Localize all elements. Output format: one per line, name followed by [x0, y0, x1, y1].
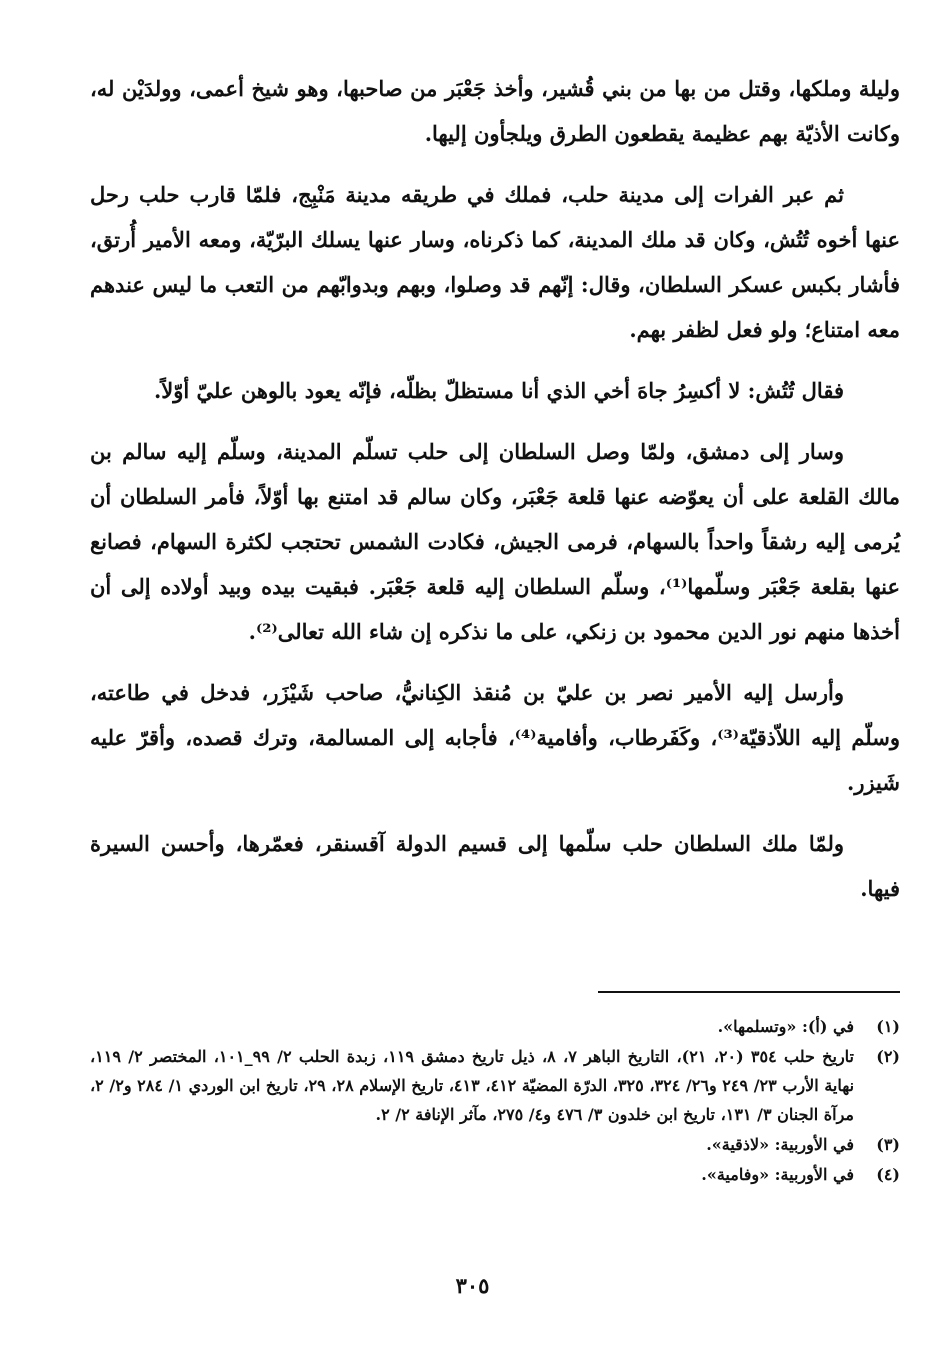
paragraph-5 — [90, 670, 900, 805]
paragraph-1 — [90, 66, 900, 156]
footnote-text: تاريخ حلب ٣٥٤ (٢٠، ٢١)، التاريخ الباهر ٧، ٨، ذيل تاريخ دمشق ١١٩، زبدة الحلب ٢/ ٩٩_١٠١، المختصر ٢/ ١١٩، نهاية الأرب ٢٣/ ٢٤٩ و٢٦/ ٣٢٤، ٣٢٥، الدرّة المضيّة ٤١٢، ٤١٣، تاريخ الإسلام ٢٨، ٢٩، تاريخ ابن الوردي ١/ ٢٨٤ و٢/ ٢، مرآة الجنان ٣/ ١٣١، تاريخ ابن خلدون ٣/ ٤٧٦ و٤/ ٢٧٥، مآثر الإنافة ٢/ ٢. — [90, 1047, 855, 1124]
footnote-number: (٤) — [876, 1165, 900, 1184]
paragraph-2 — [90, 172, 900, 352]
footnote-text: في الأوربية: «وفامية». — [701, 1165, 854, 1184]
paragraph-text: ثم عبر الفرات إلى مدينة حلب، فملك في طريقه مدينة مَنْبِج، فلمّا قارب حلب رحل عنها أخوه تُتُش، وكان قد ملك المدينة، كما ذكرناه، وسار عنها يسلك البرّيّة، ومعه الأمير أُرتق، فأشار بكبس عسكر السلطان، وقال: إنّهم قد وصلوا، وبهم وبدوابّهم من التعب ما ليس عندهم معه امتناع؛ ولو فعل لظفر بهم. — [90, 182, 900, 342]
footnote-text: في (أ): «وتسلمها». — [717, 1017, 854, 1036]
paragraph-4 — [90, 429, 900, 654]
footnote-2 — [90, 1042, 900, 1129]
footnotes — [90, 1012, 900, 1190]
footnote-3 — [90, 1130, 900, 1159]
paragraph-text: ولمّا ملك السلطان حلب سلّمها إلى قسيم الدولة آقسنقر، فعمّرها، وأحسن السيرة فيها. — [90, 831, 900, 901]
page-number: ٣٠٥ — [455, 1273, 490, 1298]
main-text — [90, 66, 900, 927]
paragraph-text: فقال تُتُش: لا أكسِرُ جاهَ أخي الذي أنا مستظلّ بظلّه، فإنّه يعود بالوهن عليّ أوّلاً. — [153, 378, 844, 403]
footnote-separator — [598, 991, 900, 993]
footnote-number: (٣) — [876, 1135, 900, 1154]
paragraph-3 — [90, 368, 900, 413]
paragraph-text: وسار إلى دمشق، ولمّا وصل السلطان إلى حلب تسلّم المدينة، وسلّم إليه سالم بن مالك القلعة على أن يعوّضه عنها قلعة جَعْبَر، وكان سالم قد امتنع بها أوّلاً، فأمر السلطان أن يُرمى إليه رشقاً واحداً بالسهام، فرمى الجيش، فكادت الشمس تحتجب لكثرة السهام، فصانع عنها بقلعة جَعْبَر وسلّمها⁽¹⁾، وسلّم السلطان إليه قلعة جَعْبَر. فبقيت بيده وبيد أولاده إلى أن أخذها منهم نور الدين محمود بن زنكي، على ما نذكره إن شاء الله تعالى⁽²⁾. — [90, 439, 900, 644]
footnote-number: (٢) — [876, 1047, 900, 1066]
paragraph-6 — [90, 821, 900, 911]
footnote-4 — [90, 1160, 900, 1189]
paragraph-text: وأرسل إليه الأمير نصر بن عليّ بن مُنقذ الكِنانيُّ، صاحب شَيْزَر، فدخل في طاعته، وسلّم إليه اللاّذقيّة⁽³⁾، وكَفَرطاب، وأفامية⁽⁴⁾، فأجابه إلى المسالمة، وترك قصده، وأقرّ عليه شَيزر. — [90, 680, 901, 795]
footnote-number: (١) — [876, 1017, 900, 1036]
paragraph-text: وليلة وملكها، وقتل من بها من بني قُشير، وأخذ جَعْبَر من صاحبها، وهو شيخ أعمى، وولدَيْن له، وكانت الأذيّة بهم عظيمة يقطعون الطرق ويلجأون إليها. — [90, 76, 900, 146]
footnote-text: في الأوربية: «لاذقية». — [706, 1135, 854, 1154]
footnote-1 — [90, 1012, 900, 1041]
